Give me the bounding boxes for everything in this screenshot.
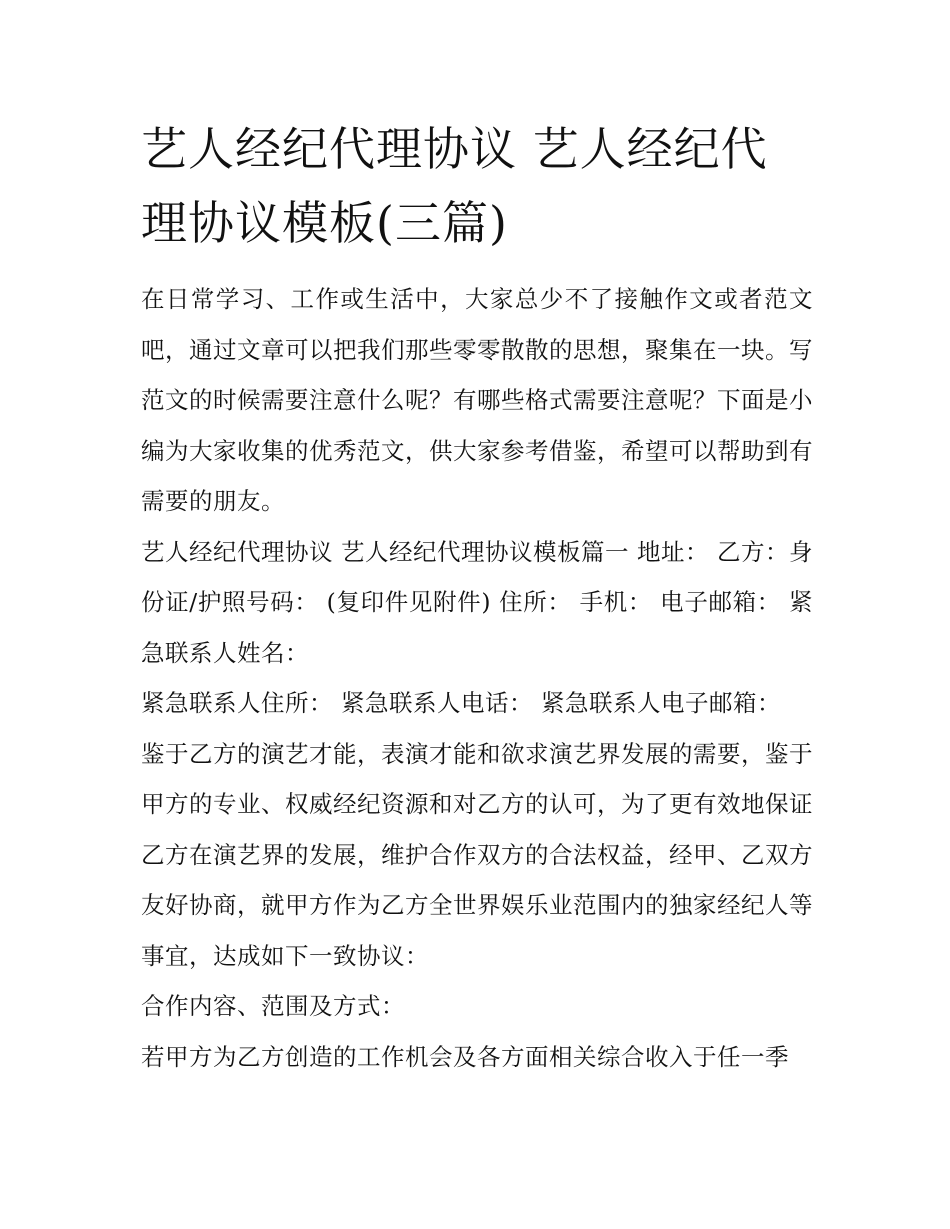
paragraph-section-heading: 合作内容、范围及方式：: [141, 992, 405, 1020]
paragraph-income-clause: 若甲方为乙方创造的工作机会及各方面相关综合收入于任一季: [141, 1042, 789, 1071]
paragraph-intro: 在日常学习、工作或生活中，大家总少不了接触作文或者范文吧，通过文章可以把我们那些零零散散的思想，聚集在一块。写范文的时候需要注意什么呢？有哪些格式需要注意呢？下面是小编为大家收集的优秀范文，供大家参考借鉴，希望可以帮助到有需要的朋友。: [141, 285, 813, 515]
document-page: [141, 112, 813, 1082]
document-title: 艺人经纪代理协议 艺人经纪代理协议模板(三篇): [141, 122, 768, 250]
paragraph-party-info: 艺人经纪代理协议 艺人经纪代理协议模板篇一 地址： 乙方：身份证/护照号码： (复印件见附件) 住所： 手机： 电子邮箱： 紧急联系人姓名：: [141, 537, 813, 667]
paragraph-emergency-contact: 紧急联系人住所： 紧急联系人电话： 紧急联系人电子邮箱：: [141, 689, 781, 717]
paragraph-preamble: 鉴于乙方的演艺才能，表演才能和欲求演艺界发展的需要，鉴于甲方的专业、权威经纪资源和对乙方的认可，为了更有效地保证乙方在演艺界的发展，维护合作双方的合法权益，经甲、乙双方友好协商，就甲方作为乙方全世界娱乐业范围内的独家经纪人等事宜，达成如下一致协议：: [141, 739, 813, 970]
